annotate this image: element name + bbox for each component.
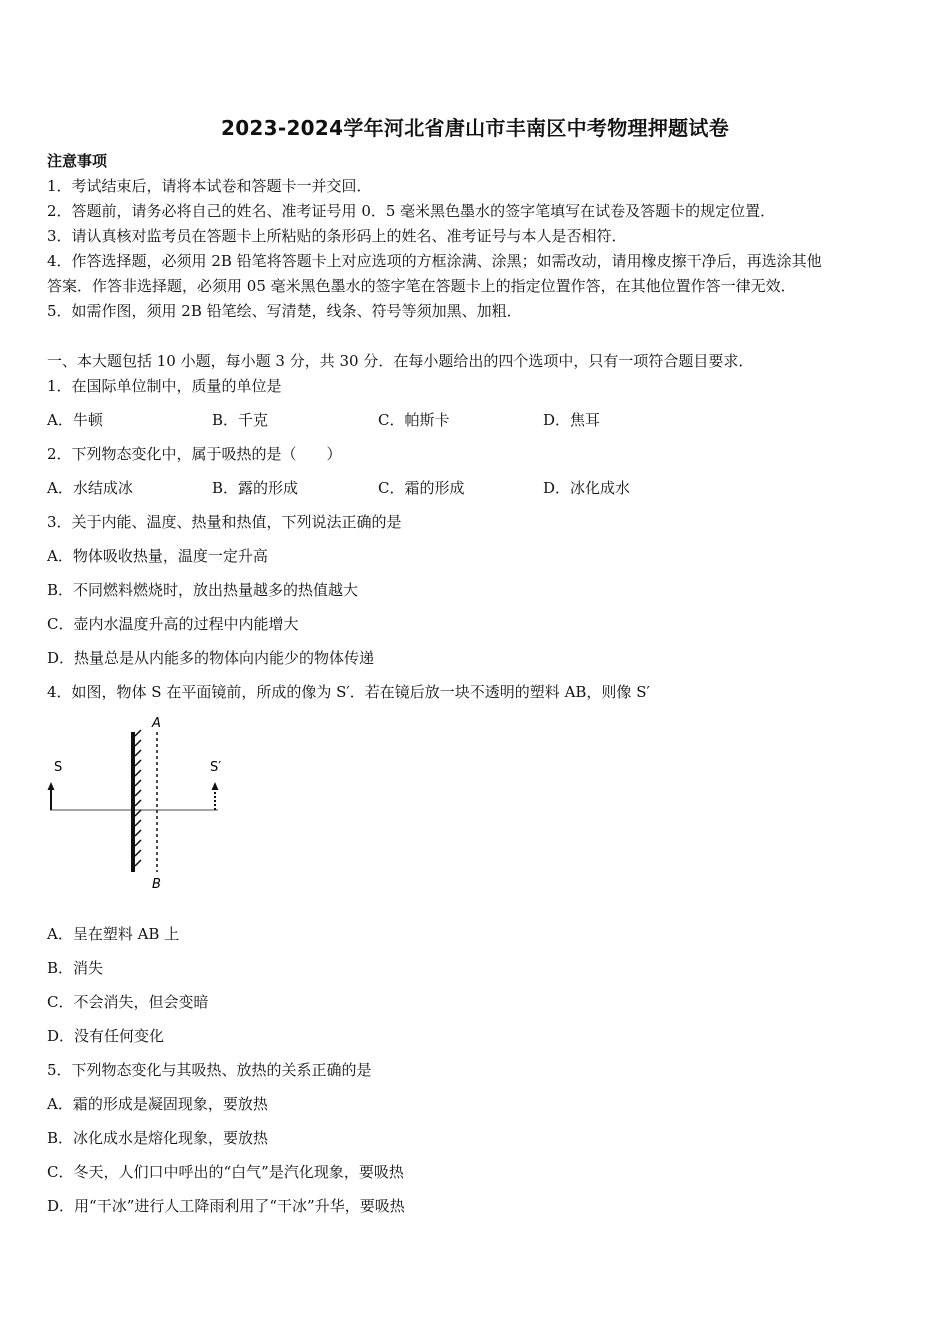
option-a: A．物体吸收热量，温度一定升高 (47, 547, 268, 565)
label-b: B (152, 877, 161, 892)
label-s: S (54, 760, 63, 775)
option-c: C．不会消失，但会变暗 (47, 993, 209, 1011)
option-c: C．霜的形成 (378, 479, 465, 497)
option-d: D．热量总是从内能多的物体向内能少的物体传递 (47, 649, 375, 667)
label-a: A (152, 716, 161, 731)
option-b: B．露的形成 (212, 479, 299, 497)
option-a: A．呈在塑料 AB 上 (47, 925, 180, 943)
option-c: C．帕斯卡 (378, 411, 450, 429)
notice-item: 5．如需作图，须用 2B 铅笔绘、写清楚，线条、符号等须加黑、加粗． (47, 302, 522, 320)
option-c: C．壶内水温度升高的过程中内能增大 (47, 615, 299, 633)
section-heading: 一、本大题包括 10 小题，每小题 3 分，共 30 分．在每小题给出的四个选项中，只有一项符合题目要求． (47, 352, 754, 370)
option-d: D．没有任何变化 (47, 1027, 165, 1045)
option-d: D．焦耳 (543, 411, 601, 429)
mirror-diagram (40, 712, 240, 897)
question-stem: 2．下列物态变化中，属于吸热的是（ ） (47, 445, 342, 463)
option-d: D．用“干冰”进行人工降雨利用了“干冰”升华，要吸热 (47, 1197, 405, 1215)
question-stem: 4．如图，物体 S 在平面镜前，所成的像为 S′．若在镜后放一块不透明的塑料 AB，则像 S′ (47, 683, 650, 701)
notice-item: 3．请认真核对监考员在答题卡上所粘贴的条形码上的姓名、准考证号与本人是否相符． (47, 227, 627, 245)
question-stem: 5．下列物态变化与其吸热、放热的关系正确的是 (47, 1061, 372, 1079)
notice-heading: 注意事项 (47, 152, 108, 170)
mirror-hatching (135, 730, 141, 866)
option-b: B．不同燃料燃烧时，放出热量越多的热值越大 (47, 581, 359, 599)
notice-item: 1．考试结束后，请将本试卷和答题卡一并交回． (47, 177, 372, 195)
notice-item: 4．作答选择题，必须用 2B 铅笔将答题卡上对应选项的方框涂满、涂黑；如需改动，请用橡皮擦干净后，再选涂其他 (47, 252, 822, 270)
page-title: 2023-2024学年河北省唐山市丰南区中考物理押题试卷 (220, 116, 730, 140)
option-c: C．冬天，人们口中呼出的“白气”是汽化现象，要吸热 (47, 1163, 404, 1181)
question-stem: 1．在国际单位制中，质量的单位是 (47, 377, 282, 395)
option-b: B．冰化成水是熔化现象，要放热 (47, 1129, 269, 1147)
option-a: A．水结成冰 (47, 479, 133, 497)
option-a: A．霜的形成是凝固现象，要放热 (47, 1095, 268, 1113)
option-a: A．牛顿 (47, 411, 103, 429)
notice-item: 2．答题前，请务必将自己的姓名、准考证号用 0．5 毫米黑色墨水的签字笔填写在试卷及答题卡的规定位置． (47, 202, 776, 220)
notice-item: 答案．作答非选择题，必须用 05 毫米黑色墨水的签字笔在答题卡上的指定位置作答，在其他位置作答一律无效． (47, 277, 796, 295)
option-d: D．冰化成水 (543, 479, 631, 497)
option-b: B．消失 (47, 959, 104, 977)
option-b: B．千克 (212, 411, 269, 429)
image-arrowhead (212, 782, 219, 790)
label-s-image: S′ (210, 760, 222, 775)
question-stem: 3．关于内能、温度、热量和热值，下列说法正确的是 (47, 513, 402, 531)
object-arrowhead (48, 782, 55, 790)
